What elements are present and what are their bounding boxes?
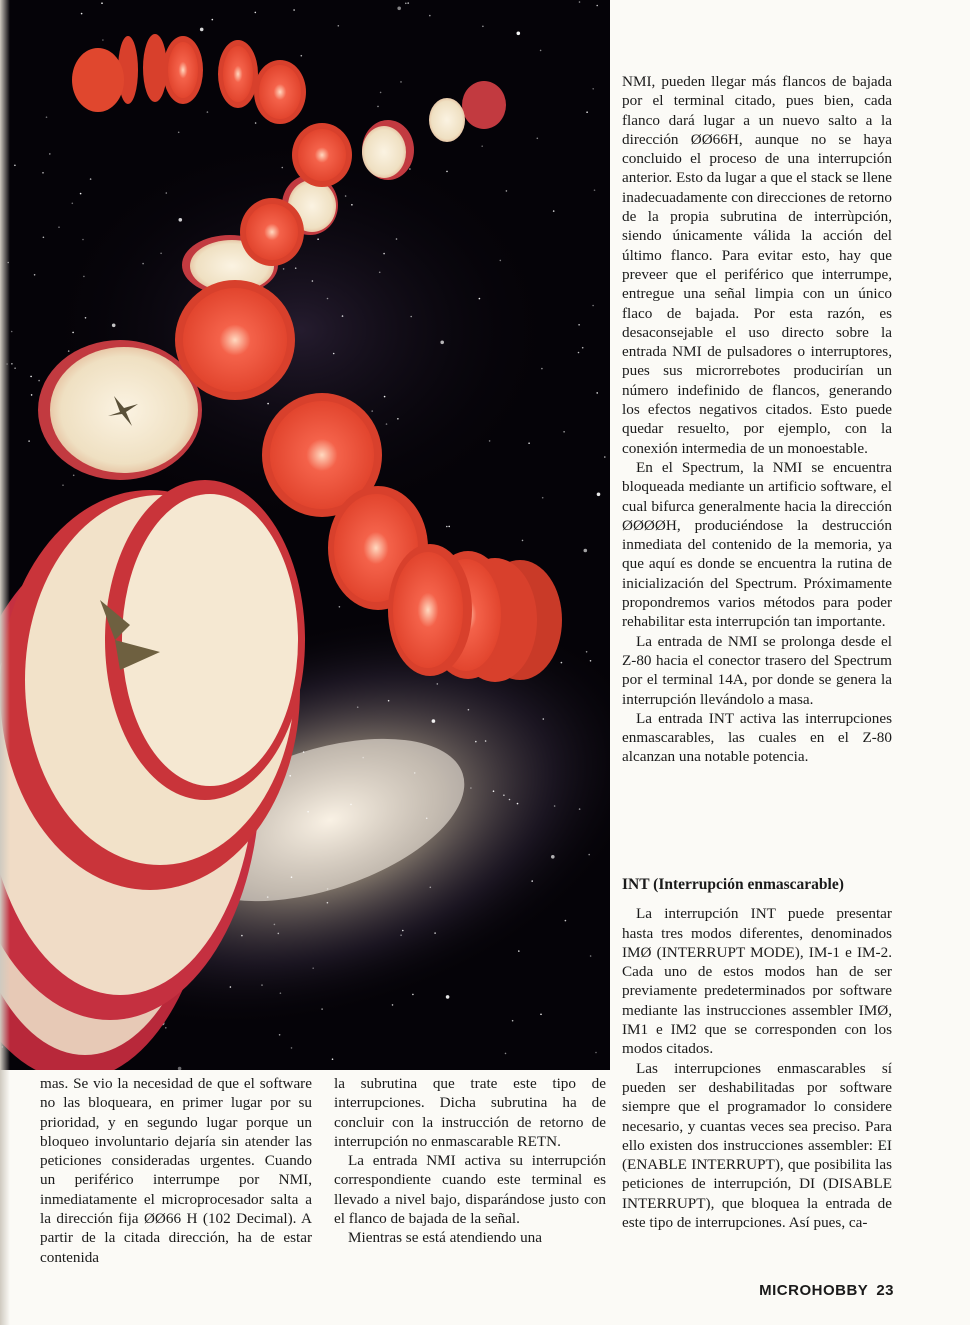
star bbox=[267, 403, 269, 405]
star bbox=[565, 920, 567, 922]
star bbox=[594, 189, 596, 191]
star bbox=[82, 239, 84, 241]
star bbox=[578, 324, 580, 326]
star bbox=[481, 145, 483, 147]
star bbox=[377, 106, 379, 108]
orange-slice bbox=[175, 280, 295, 400]
star bbox=[14, 367, 16, 369]
star bbox=[301, 55, 303, 57]
star bbox=[339, 606, 341, 608]
star bbox=[475, 741, 477, 743]
star bbox=[317, 238, 319, 240]
star bbox=[430, 887, 432, 889]
page-number: 23 bbox=[876, 1282, 894, 1299]
star bbox=[28, 440, 30, 442]
star bbox=[101, 2, 103, 4]
star bbox=[586, 111, 588, 113]
star bbox=[482, 26, 484, 28]
star bbox=[338, 25, 340, 27]
star bbox=[517, 803, 519, 805]
orange-slice bbox=[254, 60, 306, 124]
star bbox=[312, 280, 314, 282]
star bbox=[426, 818, 428, 820]
orange-slice bbox=[292, 123, 352, 187]
star bbox=[261, 984, 263, 986]
star bbox=[553, 210, 555, 212]
section-heading: INT (Interrupción enmascarable) bbox=[622, 876, 844, 893]
star bbox=[327, 902, 329, 904]
star bbox=[595, 1052, 597, 1054]
star bbox=[178, 132, 180, 134]
star bbox=[582, 347, 584, 349]
paragraph: Las interrupciones enmascarables sí pueden ser deshabilitadas por software siempre que el programador lo considere necesario, y cuantas veces sea preciso. Para ello existen dos instrucciones assembler: EI (ENABLE INTERRUPT), que posibilita las peticiones de interrupción, DI (DISABLE INTERRUPT), que bloquea la entrada de este tipo de interrupciones. Así pues, ca- bbox=[622, 1059, 892, 1232]
star bbox=[485, 740, 487, 742]
star bbox=[448, 526, 450, 528]
star bbox=[327, 888, 329, 890]
star bbox=[342, 315, 344, 317]
paragraph: La entrada de NMI se prolonga desde el Z-80 hacia el conector trasero del Spectrum por el terminal 14A, por donde se genera la interrupción llevándolo a masa. bbox=[622, 632, 892, 708]
star bbox=[327, 298, 329, 300]
star bbox=[11, 331, 13, 333]
star bbox=[255, 12, 257, 14]
star bbox=[379, 272, 381, 274]
star bbox=[592, 305, 594, 307]
star bbox=[49, 153, 51, 155]
paragraph: En el Spectrum, la NMI se encuentra bloqueada mediante un artificio software, el cual bifurca generalmente hacia la dirección ØØØØH, produciéndose la destrucción inmediata del contenido de la memoria, ya que aquí es donde se encuentra la rutina de inicialización del Spectrum. Próximamente propondremos varios métodos para poder rehabilitar esta interrupción tan importante. bbox=[622, 458, 892, 631]
star bbox=[388, 700, 390, 702]
star bbox=[280, 992, 282, 994]
star bbox=[383, 253, 385, 255]
star bbox=[303, 751, 305, 753]
star bbox=[397, 7, 401, 11]
star bbox=[11, 363, 13, 365]
star bbox=[83, 276, 85, 278]
star bbox=[434, 932, 436, 934]
star bbox=[357, 706, 359, 708]
star bbox=[267, 896, 269, 898]
star bbox=[479, 298, 481, 300]
star bbox=[561, 662, 563, 664]
star bbox=[42, 172, 44, 174]
paragraph: mas. Se vio la necesidad de que el software no las bloqueara, en primer lugar por su prioridad, y en segundo lugar porque un bloqueo involuntario dejaría sin atender las peticiones consideradas urgentes. Cuando un periférico interrumpe por NMI, inmediatamente el microprocesador salta a la dirección fija ØØ66 H (102 Decimal). A partir de la citada dirección, ha de estar contenida bbox=[40, 1075, 312, 1266]
star bbox=[278, 933, 280, 935]
star bbox=[386, 423, 388, 425]
paragraph: La entrada INT activa las interrupciones enmascarables, las cuales en el Z-80 alcanzan una notable potencia. bbox=[622, 709, 892, 766]
star bbox=[279, 1034, 281, 1036]
star bbox=[43, 237, 45, 239]
paragraph: La interrupción INT puede presentar hasta tres modos diferentes, denominados IMØ (INTERRUPT MODE), IM-1 e IM-2. Cada uno de estos modos han de ser previamente predeterminados por software mediante las instrucciones assembler IMØ, IM1 e IM2 que se corresponden con los modos citados. bbox=[622, 905, 892, 1058]
star bbox=[200, 28, 204, 32]
star bbox=[307, 811, 309, 813]
star bbox=[592, 88, 594, 90]
star bbox=[333, 353, 335, 355]
star bbox=[596, 5, 598, 7]
star bbox=[512, 1020, 514, 1022]
star bbox=[274, 924, 276, 926]
star bbox=[588, 854, 590, 856]
star bbox=[604, 456, 606, 458]
star bbox=[402, 930, 404, 932]
star bbox=[541, 368, 543, 370]
star bbox=[412, 994, 414, 996]
star bbox=[590, 955, 592, 957]
star bbox=[500, 260, 502, 262]
star bbox=[58, 226, 60, 228]
star bbox=[590, 660, 592, 662]
star bbox=[446, 995, 450, 999]
star bbox=[283, 268, 285, 270]
star bbox=[437, 683, 439, 685]
star bbox=[212, 19, 214, 21]
paragraph: NMI, pueden llegar más flancos de bajada por el terminal citado, pues bien, cada flanco dará lugar a un nuevo salto a la dirección ØØ66H, aunque no se haya concluido el proceso de una interrupción anterior. Esto da lugar a que el stack se llene inadecuadamente con direcciones de retorno de la propia subrutina de interrùpción, siendo únicamente válida la acción del último flanco. Para evitar esto, hay que preveer que el periférico que interrumpe, entregue una señal limpia con un único flaco de bajada. Por esta razón, es desaconsejable el uso directo sobre la entrada NMI de pulsadores o interruptores, pues sus microrrebotes producirían un número indefinido de flancos, generando los efectos negativos citados. Esto puede quedar resuelto, por ejemplo, con la conexión intermedia de un monoestable. bbox=[622, 73, 892, 457]
article-column-bottom-left bbox=[40, 1074, 312, 1267]
article-column-right-bottom bbox=[622, 875, 892, 1232]
star bbox=[509, 799, 511, 801]
paragraph: La entrada NMI activa su interrupción correspondiente cuando este terminal es llevado a nivel bajo, disparándose justo con el flanco de bajada de la señal. bbox=[334, 1152, 606, 1228]
star bbox=[429, 15, 431, 17]
orange-slice-stack bbox=[388, 544, 562, 682]
star bbox=[72, 203, 74, 205]
star bbox=[351, 204, 353, 206]
article-column-bottom-middle bbox=[334, 1074, 606, 1248]
star bbox=[72, 332, 74, 334]
star bbox=[446, 526, 448, 528]
star bbox=[34, 274, 36, 276]
star bbox=[282, 167, 284, 169]
star bbox=[489, 440, 491, 442]
star bbox=[396, 238, 398, 240]
star bbox=[414, 772, 416, 774]
star bbox=[400, 934, 402, 936]
star bbox=[470, 787, 472, 789]
star bbox=[291, 876, 293, 878]
star bbox=[597, 493, 601, 497]
star bbox=[440, 341, 444, 345]
star bbox=[112, 324, 116, 328]
star bbox=[517, 32, 521, 36]
star bbox=[179, 218, 183, 222]
star bbox=[584, 549, 588, 553]
star bbox=[371, 410, 373, 412]
star bbox=[46, 116, 48, 118]
star bbox=[551, 855, 555, 859]
star bbox=[400, 81, 402, 83]
star bbox=[503, 794, 505, 796]
star bbox=[384, 396, 386, 398]
star bbox=[522, 540, 524, 542]
star bbox=[90, 178, 92, 180]
star bbox=[73, 475, 75, 477]
star bbox=[160, 253, 162, 255]
star bbox=[321, 1008, 323, 1010]
star bbox=[493, 790, 495, 792]
star bbox=[312, 967, 314, 969]
star bbox=[81, 13, 83, 15]
star bbox=[586, 651, 588, 653]
star bbox=[14, 165, 16, 167]
star bbox=[446, 171, 448, 173]
star bbox=[540, 50, 542, 52]
star bbox=[165, 1027, 167, 1029]
star bbox=[350, 804, 352, 806]
star bbox=[542, 497, 544, 499]
star bbox=[241, 935, 243, 937]
star bbox=[30, 376, 32, 378]
star bbox=[409, 168, 411, 170]
star bbox=[166, 192, 168, 194]
page-footer bbox=[759, 1282, 894, 1299]
star bbox=[518, 950, 520, 952]
star bbox=[578, 352, 580, 354]
star bbox=[68, 350, 70, 352]
star bbox=[230, 986, 232, 988]
star bbox=[543, 718, 545, 720]
star bbox=[410, 316, 412, 318]
star bbox=[207, 111, 209, 113]
star bbox=[579, 808, 581, 810]
star bbox=[102, 39, 104, 41]
star bbox=[142, 263, 144, 265]
star bbox=[332, 1058, 334, 1060]
star bbox=[397, 418, 399, 420]
star bbox=[596, 392, 598, 394]
star bbox=[255, 122, 257, 124]
article-column-right-top bbox=[622, 72, 892, 767]
star bbox=[432, 719, 436, 723]
star bbox=[291, 1047, 293, 1049]
star bbox=[407, 2, 409, 4]
star bbox=[537, 138, 539, 140]
star bbox=[528, 442, 530, 444]
star bbox=[554, 805, 556, 807]
star bbox=[85, 317, 87, 319]
paragraph: la subrutina que trate este tipo de interrupciones. Dicha subrutina ha de concluir con la instrucción de retorno de interrupción no enmascarable RETN. bbox=[334, 1075, 606, 1150]
star bbox=[540, 1014, 542, 1016]
binding-shadow bbox=[0, 0, 10, 1325]
star bbox=[362, 757, 364, 759]
star bbox=[392, 1004, 394, 1006]
star bbox=[80, 193, 82, 195]
magazine-name: MICROHOBBY bbox=[759, 1282, 869, 1299]
apple-slice bbox=[362, 120, 414, 180]
star bbox=[579, 1, 581, 3]
star bbox=[345, 195, 347, 197]
star bbox=[506, 190, 508, 192]
star bbox=[293, 9, 295, 11]
star bbox=[295, 267, 297, 269]
orange-slice bbox=[240, 198, 304, 266]
star bbox=[62, 484, 64, 486]
star bbox=[563, 431, 565, 433]
star bbox=[38, 380, 40, 382]
paragraph: Mientras se está atendiendo una bbox=[348, 1229, 542, 1247]
star bbox=[405, 3, 407, 5]
star bbox=[380, 92, 382, 94]
star bbox=[289, 775, 291, 777]
apple-slice bbox=[38, 340, 202, 480]
star bbox=[505, 1053, 507, 1055]
star bbox=[468, 709, 470, 711]
star bbox=[31, 394, 33, 396]
star bbox=[531, 880, 533, 882]
